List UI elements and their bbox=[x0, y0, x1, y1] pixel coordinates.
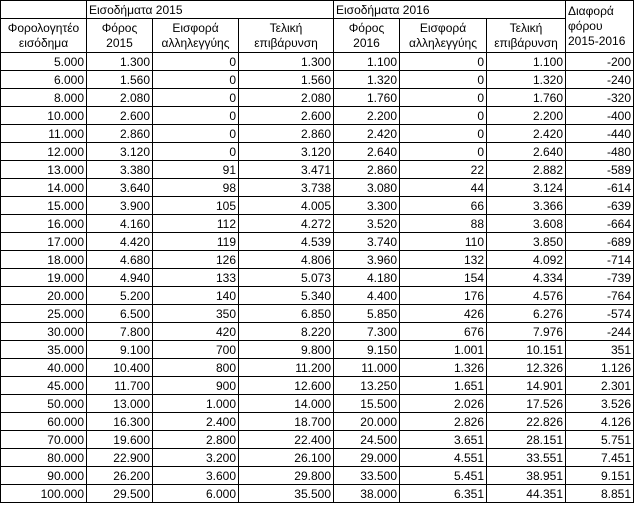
cell-difference: -200 bbox=[566, 53, 634, 71]
column-header-difference: Διαφορά φόρου 2015-2016 bbox=[566, 1, 634, 53]
cell-difference: -614 bbox=[566, 179, 634, 197]
table-row bbox=[1, 251, 634, 269]
cell-tax-2015: 2.600 bbox=[87, 107, 153, 125]
cell-taxable-income: 17.000 bbox=[1, 233, 87, 251]
cell-tax-2015: 29.500 bbox=[87, 485, 153, 503]
cell-taxable-income: 25.000 bbox=[1, 305, 87, 323]
cell-difference: 1.126 bbox=[566, 359, 634, 377]
cell-total-2016: 10.151 bbox=[487, 341, 566, 359]
cell-tax-2016: 11.000 bbox=[334, 359, 400, 377]
cell-tax-2015: 4.160 bbox=[87, 215, 153, 233]
cell-solidarity-2015: 350 bbox=[153, 305, 239, 323]
cell-total-2015: 29.800 bbox=[239, 467, 334, 485]
cell-taxable-income: 80.000 bbox=[1, 449, 87, 467]
cell-tax-2016: 29.000 bbox=[334, 449, 400, 467]
table-body bbox=[1, 53, 634, 503]
cell-total-2015: 22.400 bbox=[239, 431, 334, 449]
column-header-taxable-income: Φορολογητέο εισόδημα bbox=[1, 19, 87, 53]
cell-difference: -764 bbox=[566, 287, 634, 305]
cell-total-2015: 26.100 bbox=[239, 449, 334, 467]
cell-total-2016: 44.351 bbox=[487, 485, 566, 503]
cell-total-2015: 3.120 bbox=[239, 143, 334, 161]
table-row bbox=[1, 413, 634, 431]
cell-difference: 8.851 bbox=[566, 485, 634, 503]
cell-tax-2016: 2.200 bbox=[334, 107, 400, 125]
cell-solidarity-2015: 1.000 bbox=[153, 395, 239, 413]
cell-solidarity-2015: 105 bbox=[153, 197, 239, 215]
group-header-2016: Εισοδήματα 2016 bbox=[334, 1, 566, 19]
cell-difference: -664 bbox=[566, 215, 634, 233]
cell-taxable-income: 50.000 bbox=[1, 395, 87, 413]
cell-taxable-income: 18.000 bbox=[1, 251, 87, 269]
cell-total-2015: 18.700 bbox=[239, 413, 334, 431]
cell-tax-2016: 1.320 bbox=[334, 71, 400, 89]
cell-tax-2016: 7.300 bbox=[334, 323, 400, 341]
cell-tax-2016: 3.300 bbox=[334, 197, 400, 215]
cell-difference: 9.151 bbox=[566, 467, 634, 485]
cell-total-2015: 3.471 bbox=[239, 161, 334, 179]
cell-solidarity-2015: 119 bbox=[153, 233, 239, 251]
cell-difference: -480 bbox=[566, 143, 634, 161]
cell-tax-2015: 3.900 bbox=[87, 197, 153, 215]
cell-solidarity-2016: 0 bbox=[400, 89, 487, 107]
cell-taxable-income: 11.000 bbox=[1, 125, 87, 143]
cell-tax-2016: 2.420 bbox=[334, 125, 400, 143]
cell-solidarity-2015: 133 bbox=[153, 269, 239, 287]
table-row bbox=[1, 485, 634, 503]
cell-solidarity-2015: 420 bbox=[153, 323, 239, 341]
cell-total-2016: 1.760 bbox=[487, 89, 566, 107]
cell-tax-2016: 2.640 bbox=[334, 143, 400, 161]
cell-solidarity-2015: 6.000 bbox=[153, 485, 239, 503]
cell-solidarity-2016: 3.651 bbox=[400, 431, 487, 449]
cell-total-2016: 2.640 bbox=[487, 143, 566, 161]
cell-tax-2016: 24.500 bbox=[334, 431, 400, 449]
cell-solidarity-2016: 154 bbox=[400, 269, 487, 287]
cell-solidarity-2016: 0 bbox=[400, 107, 487, 125]
cell-total-2015: 4.806 bbox=[239, 251, 334, 269]
cell-tax-2016: 20.000 bbox=[334, 413, 400, 431]
cell-difference: -400 bbox=[566, 107, 634, 125]
cell-total-2015: 4.272 bbox=[239, 215, 334, 233]
cell-total-2015: 1.300 bbox=[239, 53, 334, 71]
cell-tax-2015: 16.300 bbox=[87, 413, 153, 431]
cell-total-2015: 11.200 bbox=[239, 359, 334, 377]
cell-total-2015: 14.000 bbox=[239, 395, 334, 413]
cell-tax-2016: 3.960 bbox=[334, 251, 400, 269]
column-header-solidarity-2016: Εισφορά αλληλεγγύης bbox=[400, 19, 487, 53]
cell-taxable-income: 60.000 bbox=[1, 413, 87, 431]
cell-taxable-income: 90.000 bbox=[1, 467, 87, 485]
table-row bbox=[1, 161, 634, 179]
cell-total-2016: 33.551 bbox=[487, 449, 566, 467]
cell-total-2015: 3.738 bbox=[239, 179, 334, 197]
cell-tax-2015: 1.300 bbox=[87, 53, 153, 71]
cell-total-2016: 4.334 bbox=[487, 269, 566, 287]
table-row bbox=[1, 467, 634, 485]
cell-total-2016: 6.276 bbox=[487, 305, 566, 323]
cell-total-2016: 1.320 bbox=[487, 71, 566, 89]
column-header-row bbox=[1, 19, 634, 53]
table-row bbox=[1, 431, 634, 449]
cell-solidarity-2015: 800 bbox=[153, 359, 239, 377]
cell-solidarity-2016: 0 bbox=[400, 71, 487, 89]
column-header-total-2016: Τελική επιβάρυνση bbox=[487, 19, 566, 53]
cell-total-2015: 12.600 bbox=[239, 377, 334, 395]
cell-taxable-income: 100.000 bbox=[1, 485, 87, 503]
cell-solidarity-2015: 0 bbox=[153, 89, 239, 107]
cell-total-2015: 5.073 bbox=[239, 269, 334, 287]
empty-header-cell bbox=[1, 1, 87, 19]
cell-total-2016: 38.951 bbox=[487, 467, 566, 485]
cell-solidarity-2015: 140 bbox=[153, 287, 239, 305]
cell-tax-2015: 7.800 bbox=[87, 323, 153, 341]
group-header-2015: Εισοδήματα 2015 bbox=[87, 1, 334, 19]
cell-difference: -440 bbox=[566, 125, 634, 143]
cell-total-2015: 1.560 bbox=[239, 71, 334, 89]
cell-tax-2016: 1.100 bbox=[334, 53, 400, 71]
cell-tax-2015: 22.900 bbox=[87, 449, 153, 467]
cell-solidarity-2016: 176 bbox=[400, 287, 487, 305]
cell-solidarity-2016: 6.351 bbox=[400, 485, 487, 503]
table-row bbox=[1, 179, 634, 197]
cell-total-2015: 35.500 bbox=[239, 485, 334, 503]
cell-taxable-income: 5.000 bbox=[1, 53, 87, 71]
table-row bbox=[1, 197, 634, 215]
cell-total-2015: 2.080 bbox=[239, 89, 334, 107]
cell-total-2015: 2.860 bbox=[239, 125, 334, 143]
cell-solidarity-2016: 1.001 bbox=[400, 341, 487, 359]
cell-total-2016: 3.608 bbox=[487, 215, 566, 233]
table-row bbox=[1, 323, 634, 341]
cell-solidarity-2016: 110 bbox=[400, 233, 487, 251]
cell-taxable-income: 10.000 bbox=[1, 107, 87, 125]
cell-total-2015: 8.220 bbox=[239, 323, 334, 341]
cell-total-2015: 5.340 bbox=[239, 287, 334, 305]
cell-solidarity-2015: 0 bbox=[153, 53, 239, 71]
cell-tax-2015: 19.600 bbox=[87, 431, 153, 449]
table-row bbox=[1, 215, 634, 233]
cell-tax-2015: 2.080 bbox=[87, 89, 153, 107]
cell-solidarity-2016: 44 bbox=[400, 179, 487, 197]
table-row bbox=[1, 143, 634, 161]
cell-tax-2016: 9.150 bbox=[334, 341, 400, 359]
cell-total-2015: 2.600 bbox=[239, 107, 334, 125]
cell-tax-2015: 4.940 bbox=[87, 269, 153, 287]
cell-solidarity-2016: 22 bbox=[400, 161, 487, 179]
table-row bbox=[1, 233, 634, 251]
table-row bbox=[1, 395, 634, 413]
cell-taxable-income: 20.000 bbox=[1, 287, 87, 305]
cell-tax-2015: 6.500 bbox=[87, 305, 153, 323]
cell-tax-2015: 3.120 bbox=[87, 143, 153, 161]
cell-total-2016: 2.882 bbox=[487, 161, 566, 179]
cell-difference: -574 bbox=[566, 305, 634, 323]
cell-difference: 4.126 bbox=[566, 413, 634, 431]
table-row bbox=[1, 287, 634, 305]
cell-tax-2015: 1.560 bbox=[87, 71, 153, 89]
cell-solidarity-2015: 0 bbox=[153, 125, 239, 143]
cell-taxable-income: 45.000 bbox=[1, 377, 87, 395]
cell-total-2016: 22.826 bbox=[487, 413, 566, 431]
cell-taxable-income: 70.000 bbox=[1, 431, 87, 449]
cell-tax-2016: 15.500 bbox=[334, 395, 400, 413]
cell-tax-2016: 33.500 bbox=[334, 467, 400, 485]
cell-solidarity-2016: 2.026 bbox=[400, 395, 487, 413]
cell-tax-2015: 26.200 bbox=[87, 467, 153, 485]
cell-taxable-income: 6.000 bbox=[1, 71, 87, 89]
cell-total-2016: 17.526 bbox=[487, 395, 566, 413]
column-header-tax-2015: Φόρος 2015 bbox=[87, 19, 153, 53]
table-row bbox=[1, 269, 634, 287]
table-row bbox=[1, 107, 634, 125]
cell-tax-2015: 10.400 bbox=[87, 359, 153, 377]
cell-solidarity-2016: 1.651 bbox=[400, 377, 487, 395]
cell-taxable-income: 19.000 bbox=[1, 269, 87, 287]
cell-difference: -589 bbox=[566, 161, 634, 179]
cell-tax-2015: 3.380 bbox=[87, 161, 153, 179]
cell-taxable-income: 35.000 bbox=[1, 341, 87, 359]
cell-difference: -714 bbox=[566, 251, 634, 269]
cell-difference: 2.301 bbox=[566, 377, 634, 395]
cell-taxable-income: 8.000 bbox=[1, 89, 87, 107]
table-row bbox=[1, 305, 634, 323]
cell-tax-2015: 3.640 bbox=[87, 179, 153, 197]
cell-difference: 351 bbox=[566, 341, 634, 359]
cell-solidarity-2016: 2.826 bbox=[400, 413, 487, 431]
table-row bbox=[1, 89, 634, 107]
cell-solidarity-2015: 126 bbox=[153, 251, 239, 269]
cell-solidarity-2015: 0 bbox=[153, 143, 239, 161]
table-row bbox=[1, 359, 634, 377]
cell-tax-2016: 4.400 bbox=[334, 287, 400, 305]
table-row bbox=[1, 71, 634, 89]
cell-solidarity-2016: 0 bbox=[400, 143, 487, 161]
cell-solidarity-2016: 4.551 bbox=[400, 449, 487, 467]
cell-tax-2015: 11.700 bbox=[87, 377, 153, 395]
cell-solidarity-2016: 0 bbox=[400, 53, 487, 71]
cell-tax-2016: 4.180 bbox=[334, 269, 400, 287]
cell-tax-2016: 38.000 bbox=[334, 485, 400, 503]
cell-difference: -739 bbox=[566, 269, 634, 287]
cell-total-2015: 4.005 bbox=[239, 197, 334, 215]
table-row bbox=[1, 53, 634, 71]
cell-tax-2015: 9.100 bbox=[87, 341, 153, 359]
cell-total-2015: 6.850 bbox=[239, 305, 334, 323]
cell-total-2016: 1.100 bbox=[487, 53, 566, 71]
cell-tax-2016: 13.250 bbox=[334, 377, 400, 395]
cell-taxable-income: 16.000 bbox=[1, 215, 87, 233]
cell-total-2016: 7.976 bbox=[487, 323, 566, 341]
cell-solidarity-2015: 112 bbox=[153, 215, 239, 233]
cell-difference: -240 bbox=[566, 71, 634, 89]
cell-difference: -244 bbox=[566, 323, 634, 341]
cell-solidarity-2016: 88 bbox=[400, 215, 487, 233]
cell-total-2016: 3.850 bbox=[487, 233, 566, 251]
column-header-solidarity-2015: Εισφορά αλληλεγγύης bbox=[153, 19, 239, 53]
cell-difference: 3.526 bbox=[566, 395, 634, 413]
cell-solidarity-2016: 1.326 bbox=[400, 359, 487, 377]
cell-tax-2015: 2.860 bbox=[87, 125, 153, 143]
cell-difference: -639 bbox=[566, 197, 634, 215]
cell-total-2016: 3.366 bbox=[487, 197, 566, 215]
cell-solidarity-2016: 66 bbox=[400, 197, 487, 215]
cell-tax-2016: 3.080 bbox=[334, 179, 400, 197]
cell-total-2016: 2.200 bbox=[487, 107, 566, 125]
cell-tax-2016: 3.520 bbox=[334, 215, 400, 233]
cell-total-2015: 9.800 bbox=[239, 341, 334, 359]
cell-total-2016: 3.124 bbox=[487, 179, 566, 197]
cell-taxable-income: 13.000 bbox=[1, 161, 87, 179]
cell-solidarity-2015: 3.600 bbox=[153, 467, 239, 485]
cell-solidarity-2015: 91 bbox=[153, 161, 239, 179]
table-row bbox=[1, 341, 634, 359]
cell-tax-2015: 13.000 bbox=[87, 395, 153, 413]
cell-solidarity-2015: 700 bbox=[153, 341, 239, 359]
cell-taxable-income: 12.000 bbox=[1, 143, 87, 161]
cell-total-2016: 14.901 bbox=[487, 377, 566, 395]
cell-solidarity-2015: 2.800 bbox=[153, 431, 239, 449]
cell-solidarity-2016: 5.451 bbox=[400, 467, 487, 485]
cell-total-2016: 4.576 bbox=[487, 287, 566, 305]
cell-total-2016: 4.092 bbox=[487, 251, 566, 269]
cell-tax-2016: 2.860 bbox=[334, 161, 400, 179]
cell-difference: -320 bbox=[566, 89, 634, 107]
cell-solidarity-2015: 0 bbox=[153, 71, 239, 89]
cell-total-2015: 4.539 bbox=[239, 233, 334, 251]
cell-tax-2016: 3.740 bbox=[334, 233, 400, 251]
column-header-total-2015: Τελική επιβάρυνση bbox=[239, 19, 334, 53]
cell-solidarity-2016: 676 bbox=[400, 323, 487, 341]
cell-total-2016: 12.326 bbox=[487, 359, 566, 377]
cell-tax-2016: 5.850 bbox=[334, 305, 400, 323]
cell-taxable-income: 30.000 bbox=[1, 323, 87, 341]
cell-solidarity-2015: 0 bbox=[153, 107, 239, 125]
cell-total-2016: 2.420 bbox=[487, 125, 566, 143]
cell-tax-2015: 4.420 bbox=[87, 233, 153, 251]
cell-tax-2015: 5.200 bbox=[87, 287, 153, 305]
cell-difference: 5.751 bbox=[566, 431, 634, 449]
cell-tax-2015: 4.680 bbox=[87, 251, 153, 269]
cell-solidarity-2015: 3.200 bbox=[153, 449, 239, 467]
cell-solidarity-2015: 2.400 bbox=[153, 413, 239, 431]
table-row bbox=[1, 449, 634, 467]
cell-solidarity-2016: 426 bbox=[400, 305, 487, 323]
cell-taxable-income: 40.000 bbox=[1, 359, 87, 377]
cell-solidarity-2016: 132 bbox=[400, 251, 487, 269]
cell-taxable-income: 15.000 bbox=[1, 197, 87, 215]
cell-solidarity-2016: 0 bbox=[400, 125, 487, 143]
group-header-row bbox=[1, 1, 634, 19]
cell-taxable-income: 14.000 bbox=[1, 179, 87, 197]
cell-difference: -689 bbox=[566, 233, 634, 251]
table-row bbox=[1, 377, 634, 395]
cell-solidarity-2015: 900 bbox=[153, 377, 239, 395]
table-row bbox=[1, 125, 634, 143]
cell-total-2016: 28.151 bbox=[487, 431, 566, 449]
cell-tax-2016: 1.760 bbox=[334, 89, 400, 107]
cell-solidarity-2015: 98 bbox=[153, 179, 239, 197]
column-header-tax-2016: Φόρος 2016 bbox=[334, 19, 400, 53]
cell-difference: 7.451 bbox=[566, 449, 634, 467]
